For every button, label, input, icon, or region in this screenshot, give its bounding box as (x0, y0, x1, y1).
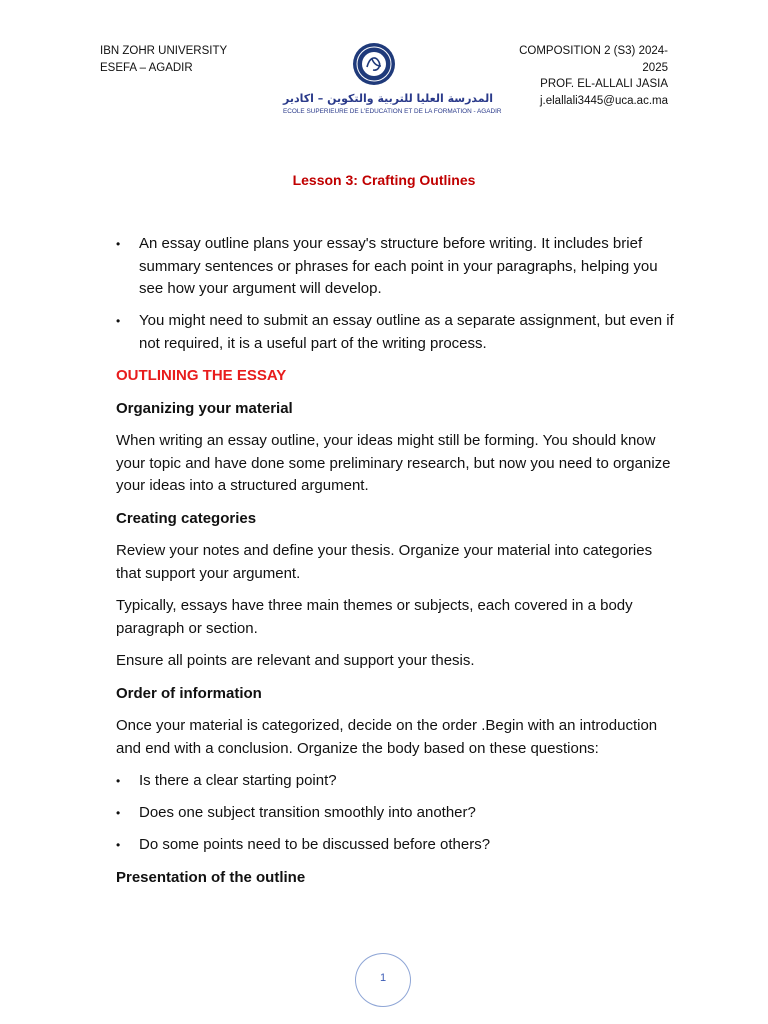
list-item (116, 802, 678, 825)
page-number-badge (355, 953, 411, 1007)
bullet-icon: • (116, 774, 121, 788)
section-heading: OUTLINING THE ESSAY (116, 367, 287, 384)
subheading-presentation: Presentation of the outline (116, 868, 306, 886)
questions-bullet-list (116, 770, 678, 857)
list-item (116, 233, 678, 301)
header-right (468, 43, 668, 109)
professor-name: PROF. EL-ALLALI JASIA (540, 78, 668, 90)
subheading-organizing: Organizing your material (116, 399, 293, 417)
school-name: ESEFA – AGADIR (100, 61, 193, 74)
list-item-text: An essay outline plans your essay's structure before writing. It includes brief summary sentences or phrases for each point in your paragraphs, helping you see how your argument will develop. (139, 235, 658, 297)
course-year: 2025 (642, 61, 668, 74)
bullet-icon: • (116, 237, 121, 251)
professor-email: j.elallali3445@uca.ac.ma (539, 94, 668, 107)
list-item (116, 770, 678, 793)
header-left (100, 43, 227, 76)
school-logo (283, 42, 502, 122)
list-item-text: Does one subject transition smoothly into another? (139, 804, 476, 821)
paragraph-categories-1: Review your notes and define your thesis. Organize your material into categories that support your argument. (116, 542, 653, 582)
subheading-order: Order of information (116, 684, 262, 702)
subheading-categories: Creating categories (116, 509, 257, 527)
paragraph-categories-3: Ensure all points are relevant and support your thesis. (116, 652, 475, 669)
logo-arabic-text: المدرسة العليا للتربية والتكوين – اكادير (283, 92, 494, 105)
paragraph-order: Once your material is categorized, decide on the order .Begin with an introduction and end with a conclusion. Organize the body based on these questions: (116, 717, 658, 757)
bullet-icon: • (116, 806, 121, 820)
list-item (116, 310, 678, 355)
paragraph-categories-2: Typically, essays have three main themes or subjects, each covered in a body paragraph or section. (116, 597, 633, 637)
logo-french-text: ECOLE SUPERIEURE DE L'EDUCATION ET DE LA FORMATION - AGADIR (283, 108, 502, 115)
page-number: 1 (379, 972, 387, 984)
bullet-icon: • (116, 838, 121, 852)
course-title: COMPOSITION 2 (S3) 2024- (519, 45, 668, 57)
list-item-text: Is there a clear starting point? (139, 772, 337, 789)
school-emblem-icon (352, 42, 396, 86)
list-item-text: You might need to submit an essay outline as a separate assignment, but even if not required, it is a useful part of the writing process. (139, 312, 674, 352)
university-name: IBN ZOHR UNIVERSITY (100, 45, 228, 57)
list-item (116, 834, 678, 857)
document-body (116, 233, 678, 899)
intro-bullet-list (116, 233, 678, 355)
page-title: Lesson 3: Crafting Outlines (292, 172, 476, 188)
bullet-icon: • (116, 314, 121, 328)
list-item-text: Do some points need to be discussed before others? (139, 836, 491, 853)
paragraph-organizing: When writing an essay outline, your ideas might still be forming. You should know your topic and have done some preliminary research, but now you need to organize your ideas into a structured argument. (116, 432, 671, 494)
